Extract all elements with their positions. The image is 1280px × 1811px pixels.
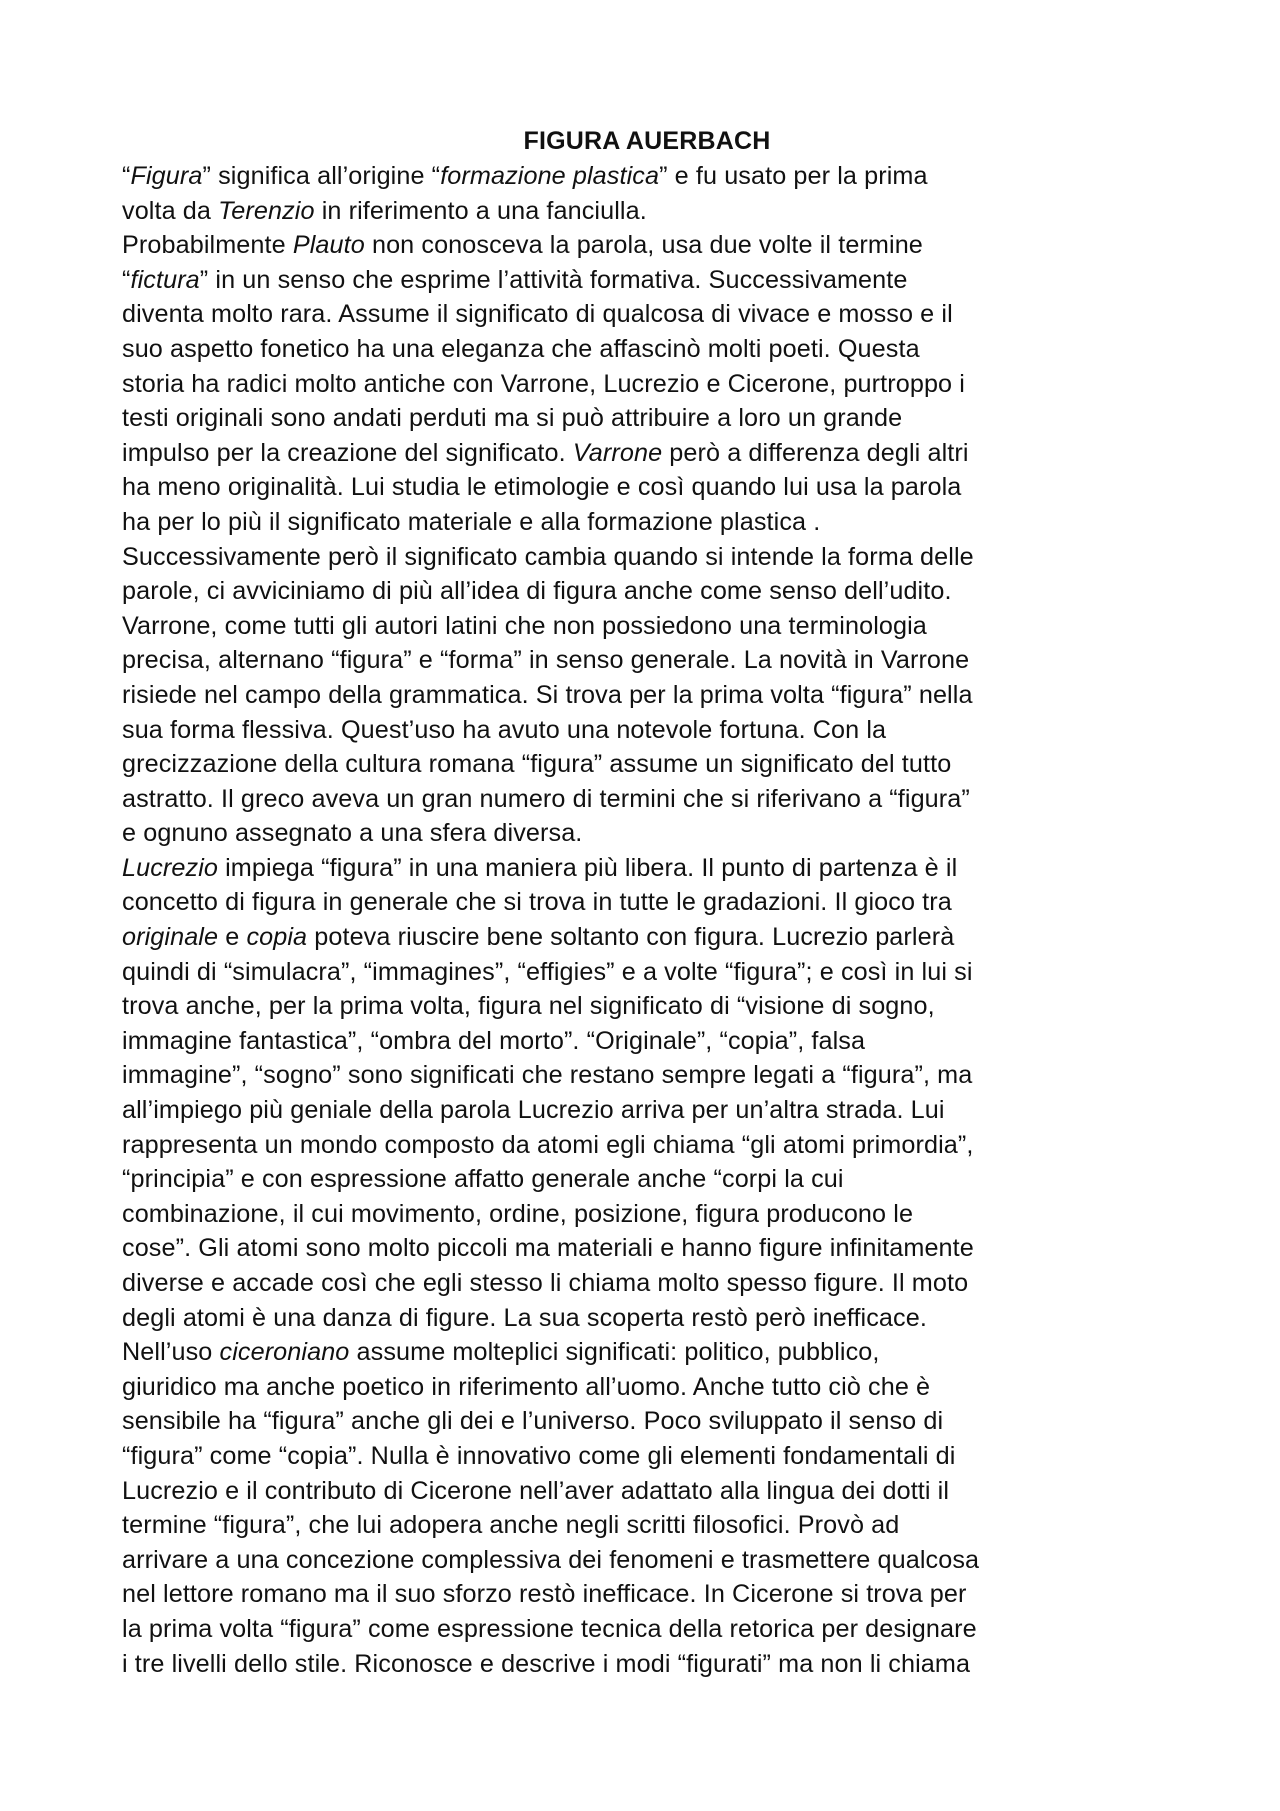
text-line [122, 1197, 1172, 1232]
text-run: e [218, 923, 247, 952]
italic-run: formazione plastica [440, 162, 660, 190]
text-run: “principia” e con espressione affatto generale anche “corpi la cui [122, 1165, 844, 1194]
text-run: “ [122, 162, 131, 190]
text-run: degli atomi è una danza di figure. La sua scoperta restò però inefficace. [122, 1303, 927, 1332]
text-line [122, 609, 1172, 644]
text-run: Nell’uso [122, 1338, 220, 1367]
text-line [122, 436, 1172, 471]
text-line [122, 159, 1172, 194]
text-run: “figura” come “copia”. Nulla è innovativo come gli elementi fondamentali di [122, 1441, 956, 1470]
text-run: concetto di figura in generale che si trova in tutte le gradazioni. Il gioco tra [122, 888, 952, 917]
italic-run: Plauto [292, 231, 365, 260]
text-line [122, 678, 1172, 713]
text-run: diverse e accade così che egli stesso li chiama molto spesso figure. Il moto [122, 1269, 969, 1297]
text-line [122, 1647, 1172, 1682]
text-run: assume molteplici significati: politico, pubblico, [349, 1338, 880, 1367]
text-line [122, 194, 1172, 229]
text-run: ” significa all’origine “ [202, 162, 441, 190]
text-run: combinazione, il cui movimento, ordine, posizione, figura producono le [122, 1199, 914, 1228]
document-body [122, 159, 1172, 1681]
italic-run: Terenzio [218, 196, 315, 225]
text-run: sua forma flessiva. Quest’uso ha avuto una notevole fortuna. Con la [122, 715, 887, 744]
text-run: Lucrezio e il contributo di Cicerone nell’aver adattato alla lingua dei dotti il [122, 1476, 950, 1505]
text-run: però a differenza degli altri [662, 438, 969, 467]
italic-run: ciceroniano [219, 1338, 350, 1367]
text-line [122, 1335, 1172, 1370]
text-line [122, 505, 1172, 540]
text-run: volta da [122, 196, 219, 225]
text-line [122, 643, 1172, 678]
text-line [122, 1404, 1172, 1439]
text-line [122, 332, 1172, 367]
document-title: FIGURA AUERBACH [523, 127, 771, 155]
text-run: storia ha radici molto antiche con Varrone, Lucrezio e Cicerone, purtroppo i [122, 369, 965, 398]
text-run: cose”. Gli atomi sono molto piccoli ma materiali e hanno figure infinitamente [122, 1234, 974, 1263]
italic-run: Lucrezio [122, 853, 219, 882]
text-run: grecizzazione della cultura romana “figura” assume un significato del tutto [122, 750, 952, 779]
text-line [122, 955, 1172, 990]
italic-run: originale [122, 923, 219, 952]
text-line [122, 574, 1172, 609]
text-run: immagine fantastica”, “ombra del morto”. “Originale”, “copia”, falsa [122, 1026, 866, 1055]
text-run: parole, ci avviciniamo di più all’idea di figura anche come senso dell’udito. [122, 577, 952, 606]
text-run: testi originali sono andati perduti ma si può attribuire a loro un grande [122, 404, 903, 433]
text-run: giuridico ma anche poetico in riferimento all’uomo. Anche tutto ciò che è [122, 1372, 931, 1401]
text-line [122, 297, 1172, 332]
text-line [122, 1266, 1172, 1301]
text-line [122, 1162, 1172, 1197]
text-run: “ [122, 265, 131, 294]
text-run: Varrone, come tutti gli autori latini che non possiedono una terminologia [122, 611, 927, 640]
text-run: termine “figura”, che lui adopera anche negli scritti filosofici. Provò ad [122, 1511, 900, 1540]
text-run: ” e fu usato per la prima [659, 162, 928, 190]
text-line [122, 228, 1172, 263]
text-line [122, 1301, 1172, 1336]
text-line [122, 1093, 1172, 1128]
text-run: precisa, alternano “figura” e “forma” in senso generale. La novità in Varrone [122, 646, 970, 675]
text-line [122, 401, 1172, 436]
text-run: trova anche, per la prima volta, figura nel significato di “visione di sogno, [122, 992, 935, 1021]
text-line [122, 367, 1172, 402]
text-line [122, 1474, 1172, 1509]
italic-run: copia [246, 923, 308, 952]
text-line [122, 1024, 1172, 1059]
text-run: impulso per la creazione del significato. [122, 438, 573, 467]
italic-run: Figura [130, 162, 203, 190]
text-line [122, 1058, 1172, 1093]
text-line [122, 747, 1172, 782]
text-run: rappresenta un mondo composto da atomi egli chiama “gli atomi primordia”, [122, 1130, 974, 1159]
text-line [122, 1128, 1172, 1163]
text-run: immagine”, “sogno” sono significati che restano sempre legati a “figura”, ma [122, 1061, 973, 1090]
text-run: poteva riuscire bene soltanto con figura. Lucrezio parlerà [307, 923, 955, 952]
text-line [122, 851, 1172, 886]
text-run: nel lettore romano ma il suo sforzo restò inefficace. In Cicerone si trova per [122, 1580, 967, 1609]
text-line [122, 1612, 1172, 1647]
text-line [122, 263, 1172, 298]
italic-run: Varrone [572, 438, 663, 467]
text-run: sensibile ha “figura” anche gli dei e l’universo. Poco sviluppato il senso di [122, 1407, 944, 1436]
text-run: impiega “figura” in una maniera più libera. Il punto di partenza è il [218, 853, 958, 882]
text-run: i tre livelli dello stile. Riconosce e descrive i modi “figurati” ma non li chiama [122, 1649, 971, 1678]
text-run: diventa molto rara. Assume il significato di qualcosa di vivace e mosso e il [122, 300, 953, 329]
italic-run: fictura [130, 265, 200, 294]
text-line [122, 1543, 1172, 1578]
text-line [122, 816, 1172, 851]
text-line [122, 989, 1172, 1024]
text-run: ” in un senso che esprime l’attività formativa. Successivamente [199, 265, 908, 294]
text-run: ha per lo più il significato materiale e alla formazione plastica . [122, 507, 821, 536]
text-run: all’impiego più geniale della parola Lucrezio arriva per un’altra strada. Lui [122, 1096, 945, 1125]
text-run: Probabilmente [122, 231, 293, 260]
text-run: e ognuno assegnato a una sfera diversa. [122, 819, 583, 848]
text-run: la prima volta “figura” come espressione tecnica della retorica per designare [122, 1614, 977, 1643]
document-page [122, 124, 1172, 1681]
text-line [122, 1370, 1172, 1405]
text-line [122, 470, 1172, 505]
text-run: non conosceva la parola, usa due volte il termine [364, 231, 923, 260]
text-line [122, 1577, 1172, 1612]
text-run: suo aspetto fonetico ha una eleganza che affascinò molti poeti. Questa [122, 334, 920, 363]
text-run: risiede nel campo della grammatica. Si trova per la prima volta “figura” nella [122, 680, 973, 709]
text-line [122, 920, 1172, 955]
text-run: ha meno originalità. Lui studia le etimologie e così quando lui usa la parola [122, 473, 962, 502]
text-run: quindi di “simulacra”, “immagines”, “effigies” e a volte “figura”; e così in lui si [122, 957, 973, 986]
text-run: Successivamente però il significato cambia quando si intende la forma delle [122, 542, 974, 571]
text-line [122, 713, 1172, 748]
text-line [122, 1439, 1172, 1474]
text-line [122, 1508, 1172, 1543]
text-line [122, 782, 1172, 817]
text-run: in riferimento a una fanciulla. [314, 196, 647, 225]
text-line [122, 885, 1172, 920]
text-run: astratto. Il greco aveva un gran numero di termini che si riferivano a “figura” [122, 784, 970, 813]
text-line [122, 540, 1172, 575]
text-run: arrivare a una concezione complessiva dei fenomeni e trasmettere qualcosa [122, 1545, 980, 1574]
text-line [122, 1231, 1172, 1266]
